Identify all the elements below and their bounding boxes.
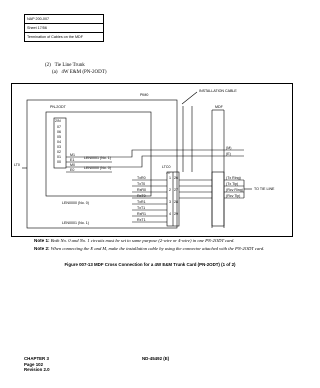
svg-text:2: 2 — [169, 188, 171, 192]
wiring-diagram — [11, 83, 293, 237]
svg-text:E1: E1 — [70, 158, 75, 162]
revision: Revision 2.0 — [24, 367, 50, 372]
pim-frame — [27, 100, 177, 228]
svg-text:M0: M0 — [70, 163, 75, 167]
svg-text:26: 26 — [174, 176, 178, 180]
svg-text:00: 00 — [57, 160, 61, 164]
doc-number: ND-45492 (E) — [142, 356, 170, 361]
svg-text:RxT1: RxT1 — [137, 218, 146, 222]
pin-header: 2/N — [55, 119, 61, 123]
svg-text:TxT1: TxT1 — [137, 206, 146, 210]
svg-text:1: 1 — [169, 176, 171, 180]
wiring-diagram-svg — [12, 84, 292, 236]
svg-text:TxT0: TxT0 — [137, 182, 146, 186]
svg-text:02: 02 — [57, 150, 61, 154]
len0-label: LEN0000 (No. 0) — [62, 201, 89, 205]
section-heading: (2) Tie Line Trunk — [45, 63, 85, 68]
footer-left — [24, 356, 50, 373]
doc-id: NAP 200-007 — [25, 15, 103, 24]
card-frame — [46, 112, 151, 196]
svg-text:M1: M1 — [70, 153, 75, 157]
svg-text:4: 4 — [169, 212, 171, 216]
install-cable-label: INSTALLATION CABLE — [199, 89, 237, 93]
mdf-label: MDF — [215, 105, 223, 109]
svg-text:3: 3 — [169, 200, 171, 204]
svg-text:29: 29 — [174, 212, 178, 216]
figure-caption: Figure 007-13 MDF Cross Connection for a 4W E&M Trunk Card (PN-2ODT) (1 of 2) — [64, 262, 236, 267]
sheet-number: Sheet 17/56 — [25, 24, 103, 33]
svg-text:RxT0: RxT0 — [137, 194, 146, 198]
svg-text:04: 04 — [57, 140, 61, 144]
svg-text:(Rcv Ring): (Rcv Ring) — [226, 188, 243, 192]
svg-text:TxR0: TxR0 — [137, 176, 146, 180]
note-2: Note 2: When connecting the E and M, make the installation cable by using the connector attached with the PN-2ODT card. — [34, 246, 265, 251]
svg-text:(Tx Ring): (Tx Ring) — [226, 176, 241, 180]
page-number: Page 102 — [24, 361, 44, 367]
svg-text:(Tx Tip): (Tx Tip) — [226, 182, 239, 186]
svg-text:TxR1: TxR1 — [137, 200, 146, 204]
svg-text:01: 01 — [57, 155, 61, 159]
svg-text:(E): (E) — [226, 152, 231, 156]
len1-label: LEN0001 (No. 1) — [62, 221, 89, 225]
svg-text:03: 03 — [57, 145, 61, 149]
ltc0-sub-label: J P — [166, 171, 171, 175]
svg-text:07: 07 — [57, 125, 61, 129]
led0-label: LEN0000 (No. 0) — [84, 166, 111, 170]
svg-text:05: 05 — [57, 135, 61, 139]
svg-text:28: 28 — [174, 200, 178, 204]
lt0-label: LT0 — [14, 163, 20, 167]
pim-label: PIM0 — [140, 93, 149, 97]
to-tie-line-label: TO TIE LINE — [254, 187, 275, 191]
svg-text:E0: E0 — [70, 168, 75, 172]
note-1: Note 1: Both No. 0 and No. 1 circuits must be set to same purpose (2-wire or 4-wire) in one PN-2ODT card. — [34, 238, 235, 243]
chapter: CHAPTER 3 — [24, 356, 49, 361]
ltc0-label: LTC0 — [162, 165, 171, 169]
svg-text:RxR1: RxR1 — [137, 212, 146, 216]
led1-label: LEN0001 (No. 1) — [84, 156, 111, 160]
svg-text:(Rcv Tip): (Rcv Tip) — [226, 194, 241, 198]
svg-text:27: 27 — [174, 188, 178, 192]
svg-text:RxR0: RxR0 — [137, 188, 146, 192]
svg-text:(M): (M) — [226, 146, 232, 150]
header-box — [24, 14, 104, 42]
sheet-subject: Termination of Cables on the MDF — [27, 35, 83, 39]
subsection-heading: (a) 4W E&M (PN-2ODT) — [52, 70, 107, 75]
svg-text:06: 06 — [57, 130, 61, 134]
card-label: PN-2ODT — [50, 105, 66, 109]
